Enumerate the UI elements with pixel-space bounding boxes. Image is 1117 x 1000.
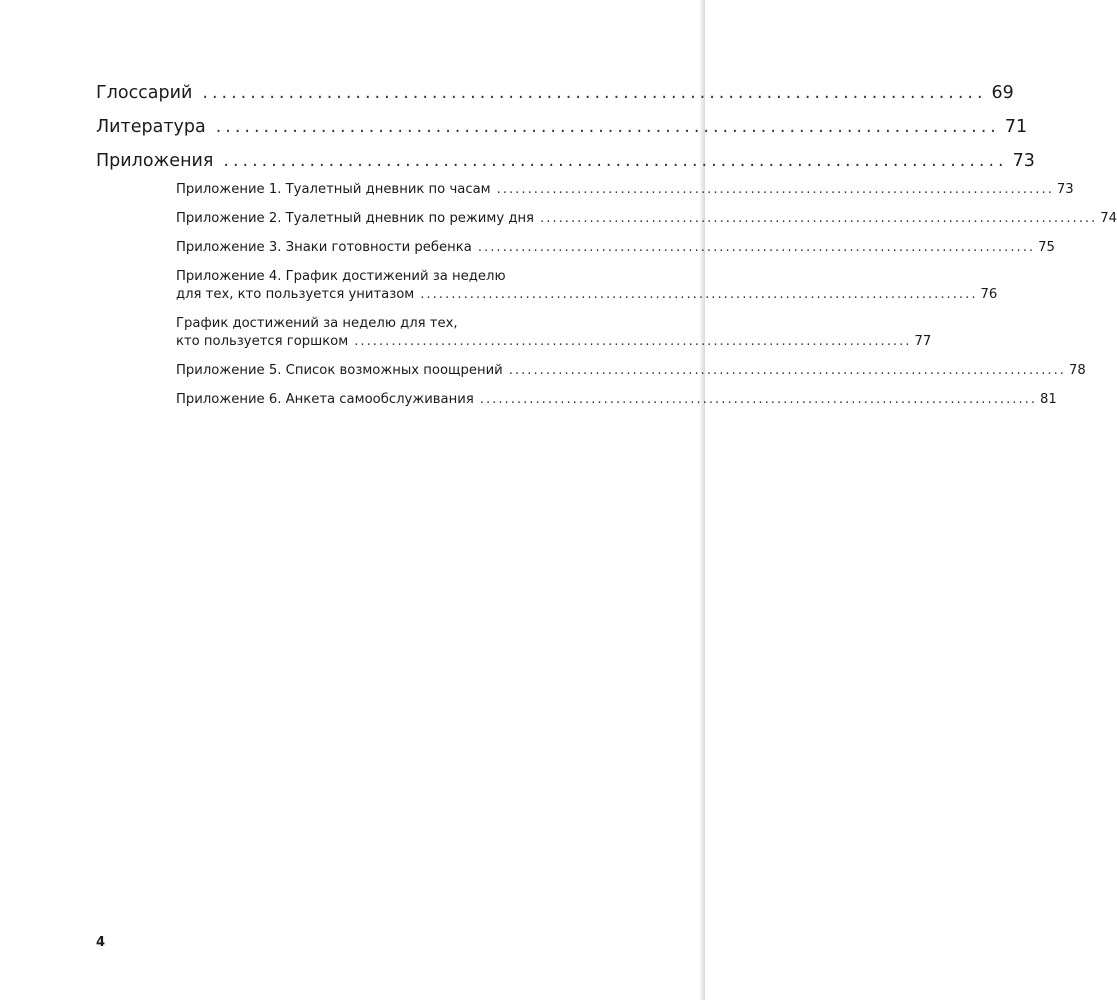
toc-entry-line bbox=[176, 268, 606, 286]
toc-entry-title: Приложение 6. Анкета самообслуживания bbox=[176, 392, 474, 407]
dot-leader: .......................................................................................... bbox=[496, 182, 1054, 197]
dot-leader: .......................................................................................... bbox=[479, 392, 1038, 407]
toc-entry-title: Приложение 5. Список возможных поощрений bbox=[176, 363, 503, 378]
toc-subentry-appendix-3[interactable] bbox=[176, 239, 1055, 257]
page-number: 4 bbox=[96, 935, 106, 950]
toc-subentry-progress-chart-potty[interactable] bbox=[176, 315, 932, 351]
dot-leader: .......................................................................................... bbox=[508, 363, 1066, 378]
toc-entry-title: Приложение 1. Туалетный дневник по часам bbox=[176, 182, 491, 197]
toc-entry-title: Приложение 4. График достижений за неделю bbox=[176, 269, 506, 284]
toc-entry-literature[interactable] bbox=[96, 110, 1028, 144]
toc-entry-page: 69 bbox=[991, 83, 1014, 103]
toc-subentry-appendix-1[interactable] bbox=[176, 181, 1074, 199]
dot-leader: .......................................................................................... bbox=[354, 334, 912, 349]
dot-leader: .......................................................................................... bbox=[420, 287, 978, 302]
dot-leader: .................................................................................. bbox=[215, 117, 1000, 137]
toc-entry-page: 74 bbox=[1100, 211, 1117, 226]
table-of-contents bbox=[96, 76, 1117, 420]
toc-entry-page: 77 bbox=[914, 334, 932, 349]
toc-subentry-appendix-5[interactable] bbox=[176, 362, 1086, 380]
toc-entry-line bbox=[176, 286, 998, 304]
dot-leader: .................................................................................. bbox=[223, 151, 1008, 171]
appendix-list bbox=[176, 181, 1117, 409]
toc-entry-page: 71 bbox=[1004, 117, 1028, 137]
toc-entry-line bbox=[176, 333, 932, 351]
toc-entry-title-continued: кто пользуется горшком bbox=[176, 334, 349, 349]
toc-entry-title: Приложения bbox=[96, 151, 214, 171]
toc-entry-line bbox=[176, 315, 606, 333]
toc-entry-title: Приложение 2. Туалетный дневник по режиму дня bbox=[176, 211, 534, 226]
toc-entry-title-continued: для тех, кто пользуется унитазом bbox=[176, 287, 415, 302]
toc-entry-page: 76 bbox=[980, 287, 998, 302]
toc-entry-page: 73 bbox=[1056, 182, 1074, 197]
dot-leader: .......................................................................................... bbox=[540, 211, 1098, 226]
toc-entry-page: 75 bbox=[1038, 240, 1055, 255]
toc-entry-title: Литература bbox=[96, 117, 206, 137]
toc-subentry-appendix-6[interactable] bbox=[176, 391, 1057, 409]
toc-entry-title: График достижений за неделю для тех, bbox=[176, 316, 458, 331]
dot-leader: .................................................................................. bbox=[202, 83, 987, 103]
toc-subentry-appendix-4[interactable] bbox=[176, 268, 998, 304]
toc-entry-page: 73 bbox=[1012, 151, 1035, 171]
toc-entry-title: Приложение 3. Знаки готовности ребенка bbox=[176, 240, 472, 255]
dot-leader: .......................................................................................... bbox=[477, 240, 1036, 255]
toc-entry-glossary[interactable] bbox=[96, 76, 1014, 110]
toc-entry-title: Глоссарий bbox=[96, 83, 193, 103]
toc-subentry-appendix-2[interactable] bbox=[176, 210, 1117, 228]
toc-entry-page: 81 bbox=[1040, 392, 1057, 407]
toc-entry-page: 78 bbox=[1069, 363, 1086, 378]
toc-entry-appendices[interactable] bbox=[96, 144, 1035, 178]
